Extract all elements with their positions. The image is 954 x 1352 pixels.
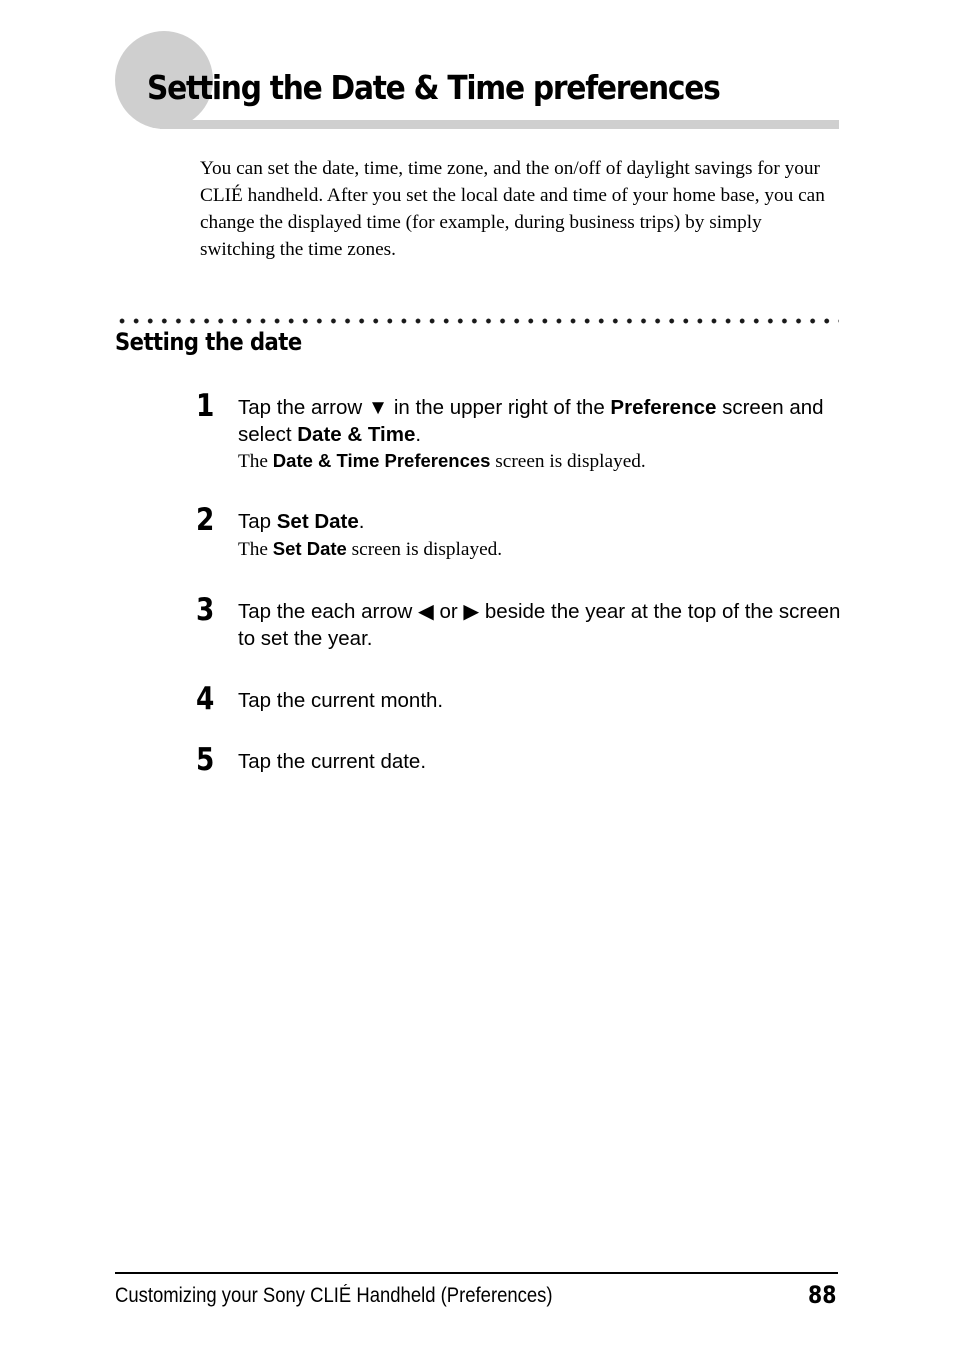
footer-chapter-title: Customizing your Sony CLIÉ Handheld (Preferences)	[115, 1284, 553, 1307]
step-number: 4	[196, 681, 215, 717]
date-time-term: Date & Time	[297, 423, 416, 446]
step-instruction: Tap the current month.	[238, 689, 444, 712]
step-result	[238, 537, 848, 562]
instruction-text: screen and select	[238, 396, 824, 446]
section-heading: Setting the date	[115, 328, 302, 356]
result-text: The	[238, 451, 273, 472]
instruction-text: .	[415, 423, 422, 446]
step-number: 2	[196, 502, 215, 538]
step-instruction	[238, 508, 848, 535]
result-text: screen is displayed.	[490, 451, 646, 472]
result-text: screen is displayed.	[346, 539, 503, 560]
result-text: The	[238, 539, 273, 560]
instruction-text: .	[358, 510, 365, 533]
step-number: 3	[196, 592, 215, 628]
step-instruction	[238, 394, 848, 448]
set-date-term: Set Date	[276, 510, 359, 533]
instruction-text: Tap the arrow ▼ in the upper right of the	[238, 396, 611, 419]
step-result	[238, 449, 848, 474]
screen-name: Set Date	[272, 538, 347, 559]
footer-divider	[115, 1272, 838, 1274]
preference-term: Preference	[610, 396, 717, 419]
screen-name: Date & Time Preferences	[272, 450, 491, 471]
instruction-text: Tap	[238, 510, 277, 533]
title-underline-bar	[160, 120, 839, 129]
step-number: 1	[196, 388, 215, 424]
page-title: Setting the Date & Time preferences	[147, 68, 720, 107]
step-number: 5	[196, 742, 215, 778]
dotted-divider	[115, 318, 839, 324]
intro-paragraph: You can set the date, time, time zone, and the on/off of daylight savings for your CLIÉ handheld. After you set the local date and time of your home base, you can change the displayed time (for example, during business trips) by simply switching the time zones.	[200, 158, 825, 260]
step-instruction: Tap the each arrow ◀ or ▶ beside the year at the top of the screen to set the year.	[238, 600, 841, 650]
step-instruction: Tap the current date.	[238, 750, 427, 773]
page-number: 88	[807, 1281, 836, 1309]
